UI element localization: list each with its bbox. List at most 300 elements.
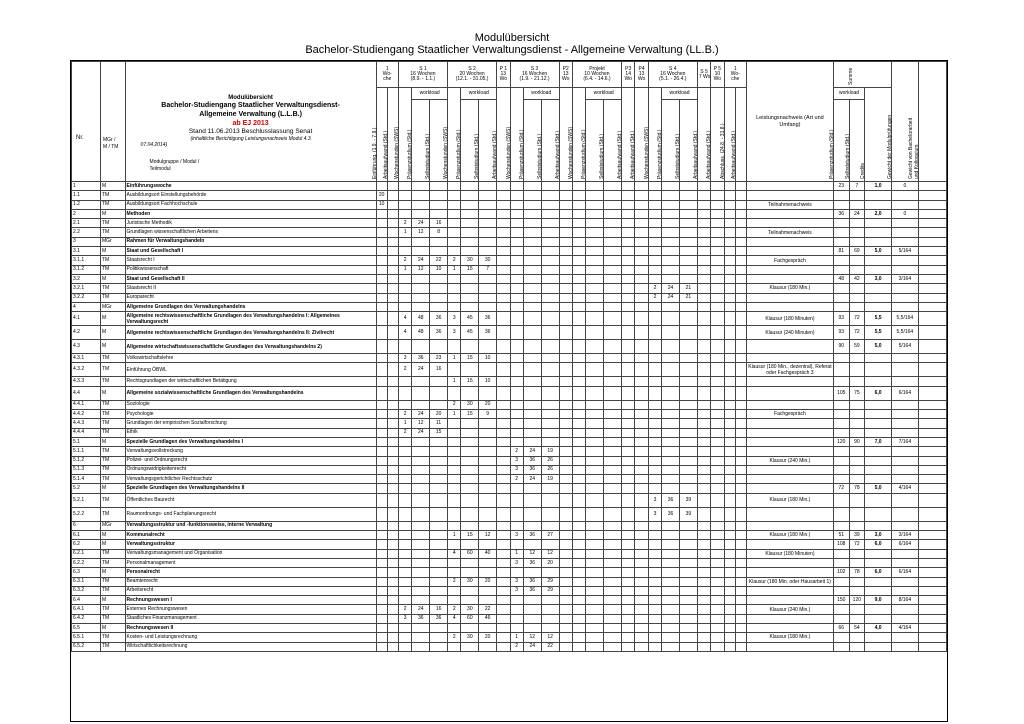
cell-nr: 4.4.2 [72,410,101,419]
cell-name: Soziologie [125,400,376,409]
cell-pjb [586,642,604,651]
cell-s2c [479,293,497,302]
cell-pjc [604,228,622,237]
cell-s2c [479,428,497,437]
cell-p4 [635,191,648,200]
table-row [72,558,947,567]
leistungsnachweis-header: Leistungsnachweis (Art und Umfang) [746,62,833,182]
cell-p1 [497,642,510,651]
cell-p2 [559,568,572,577]
cell-name: Ausbildungsort Fachhochschule [125,200,376,209]
cell-s2c [479,456,497,465]
cell-s4b: 36 [662,493,680,507]
cell-gwb [918,437,946,446]
cell-e1 [376,605,387,614]
cell-ab2 [735,493,746,507]
cell-e2 [387,633,398,642]
cell-s4a [648,209,661,218]
cell-ss [849,507,865,521]
cell-e2 [387,577,398,586]
table-row [72,191,947,200]
cell-sp [833,363,849,377]
cell-p4 [635,200,648,209]
cell-p5 [711,586,724,595]
cell-pjb [586,302,604,311]
cell-s1a: 3 [398,354,411,363]
cell-s4c [679,577,697,586]
cell-pjb [586,293,604,302]
cell-s4a [648,265,661,274]
cell-t: M [101,386,126,400]
cell-s2a [448,558,461,567]
cell-s4b [662,465,680,474]
cell-s1b [412,377,430,386]
cell-s3b [523,237,541,246]
cell-sp [833,200,849,209]
cell-s1c [430,642,448,651]
cell-s1b [412,302,430,311]
cell-p1 [497,386,510,400]
cell-pja [572,577,585,586]
cell-s2a [448,284,461,293]
cell-pja [572,219,585,228]
s2-sws-header: Wochenstunden (SWS) [448,88,461,182]
cell-s4c [679,410,697,419]
cell-s4b [662,484,680,493]
cell-ab2 [735,256,746,265]
cell-sp [833,228,849,237]
cell-p5 [711,400,724,409]
cell-s1a: 2 [398,428,411,437]
cell-s5 [697,191,710,200]
cell-t: TM [101,293,126,302]
cell-ab2 [735,447,746,456]
cell-s1b [412,493,430,507]
cell-pjb [586,377,604,386]
cell-sp [833,549,849,558]
cell-s1b [412,447,430,456]
cell-ln: Teilnahmenachweis [746,200,833,209]
cell-p3 [622,293,635,302]
cell-nr: 5.2 [72,484,101,493]
cell-cr [865,256,892,265]
cell-ab1 [724,410,735,419]
cell-s3c [541,540,559,549]
cell-gw: 4/164 [891,484,918,493]
cell-pjc [604,293,622,302]
cell-s2c [479,586,497,595]
cell-p5 [711,386,724,400]
cell-ab1 [724,558,735,567]
cell-pjc [604,274,622,283]
cell-cr: 7,0 [865,437,892,446]
table-row [72,549,947,558]
cell-e2 [387,475,398,484]
cell-e1 [376,465,387,474]
cell-p2 [559,614,572,623]
cell-s1b [412,558,430,567]
cell-s1b [412,642,430,651]
cell-p2 [559,633,572,642]
cell-s1b: 24 [412,428,430,437]
cell-s4c [679,456,697,465]
cell-sp: 90 [833,340,849,354]
cell-s4b [662,191,680,200]
cell-name: Rahmen für Verwaltungshandeln [125,237,376,246]
cell-s2b [461,219,479,228]
cell-e1 [376,596,387,605]
cell-s4c [679,265,697,274]
cell-s3a: 1 [510,549,523,558]
cell-ln [746,302,833,311]
cell-s3a [510,200,523,209]
cell-s2b: 45 [461,326,479,340]
cell-s2b: 15 [461,531,479,540]
cell-s1c [430,302,448,311]
cell-s5 [697,386,710,400]
cell-pja [572,623,585,632]
cell-s3b: 36 [523,577,541,586]
cell-pjc [604,558,622,567]
table-row [72,209,947,218]
cell-sp [833,410,849,419]
cell-s1b [412,274,430,283]
cell-s4a [648,182,661,191]
cell-sp [833,642,849,651]
cell-gwb [918,228,946,237]
cell-s1a [398,437,411,446]
cell-s1a [398,568,411,577]
cell-s4c [679,465,697,474]
cell-e1 [376,410,387,419]
cell-ab2 [735,437,746,446]
cell-s3a [510,410,523,419]
cell-s4c [679,312,697,326]
cell-pjb [586,614,604,623]
cell-ab2 [735,293,746,302]
cell-p3 [622,363,635,377]
cell-ab2 [735,475,746,484]
cell-gwb [918,596,946,605]
cell-p3 [622,419,635,428]
cell-s3b [523,605,541,614]
cell-ab2 [735,614,746,623]
cell-pja [572,354,585,363]
cell-sp [833,507,849,521]
cell-ln [746,419,833,428]
cell-ln [746,447,833,456]
cell-pjb [586,256,604,265]
cell-ss [849,400,865,409]
cell-pjc [604,586,622,595]
cell-t: TM [101,605,126,614]
cell-s1a: 2 [398,605,411,614]
cell-s1b [412,456,430,465]
cell-e1 [376,247,387,256]
cell-s2c [479,302,497,311]
cell-ab2 [735,633,746,642]
cell-s4b [662,428,680,437]
cell-s1a [398,493,411,507]
cell-ab1 [724,568,735,577]
cell-p2 [559,191,572,200]
cell-gw [891,191,918,200]
cell-e1 [376,237,387,246]
cell-p1 [497,265,510,274]
cell-p2 [559,256,572,265]
cell-pja [572,363,585,377]
cell-s3a [510,623,523,632]
cell-p2 [559,586,572,595]
cell-pjb [586,623,604,632]
cell-s1c: 16 [430,219,448,228]
cell-p3 [622,475,635,484]
cell-s1b: 24 [412,410,430,419]
cell-ab2 [735,568,746,577]
cell-ab2 [735,377,746,386]
cell-s5 [697,302,710,311]
cell-sp [833,558,849,567]
cell-s2b: 45 [461,312,479,326]
cell-sp [833,377,849,386]
cell-pja [572,247,585,256]
module-table [70,60,948,722]
cell-pjb [586,284,604,293]
cell-sp: 120 [833,437,849,446]
cell-s2c [479,274,497,283]
cell-s1b [412,191,430,200]
cell-ln [746,340,833,354]
cell-gwb [918,377,946,386]
cell-s1a [398,274,411,283]
table-row [72,419,947,428]
cell-pja [572,284,585,293]
cell-p5 [711,577,724,586]
cell-pjc [604,549,622,558]
cell-s4c [679,386,697,400]
cell-s1b [412,284,430,293]
table-row [72,633,947,642]
cell-pjb [586,274,604,283]
cell-gw [891,256,918,265]
cell-s3a [510,274,523,283]
cell-s5 [697,623,710,632]
cell-e2 [387,256,398,265]
cell-s2b [461,507,479,521]
cell-p5 [711,228,724,237]
cell-e2 [387,340,398,354]
cell-e1 [376,549,387,558]
cell-e1: 10 [376,200,387,209]
cell-s4b [662,549,680,558]
cell-e2 [387,605,398,614]
cell-s1c [430,465,448,474]
cell-pjc [604,465,622,474]
cell-s2c: 10 [479,377,497,386]
cell-sp: 93 [833,326,849,340]
cell-s3c: 22 [541,642,559,651]
cell-s2c [479,209,497,218]
cell-name: Methoden [125,209,376,218]
cell-pja [572,633,585,642]
cell-s3c [541,302,559,311]
cell-s2c [479,200,497,209]
cell-nr: 6.2.1 [72,549,101,558]
cell-ab1 [724,419,735,428]
cell-s5 [697,256,710,265]
cell-s2b [461,540,479,549]
cell-ln [746,558,833,567]
cell-gw [891,219,918,228]
cell-e2 [387,293,398,302]
cell-nr: 4.1 [72,312,101,326]
s4-workload: workload [662,88,698,100]
cell-pja [572,400,585,409]
cell-nr: 6.3.2 [72,586,101,595]
cell-ab1 [724,521,735,530]
cell-gw [891,293,918,302]
cell-e2 [387,377,398,386]
cell-s5 [697,507,710,521]
cell-ss: 24 [849,209,865,218]
cell-s1c [430,293,448,302]
cell-ln: Teilnahmenachweis [746,228,833,237]
cell-s5 [697,484,710,493]
cell-p3 [622,633,635,642]
cell-pjb [586,531,604,540]
cell-ab1 [724,386,735,400]
cell-p5 [711,237,724,246]
cell-gwb [918,274,946,283]
cell-gwb [918,614,946,623]
cell-p5 [711,437,724,446]
cell-s3a: 3 [510,577,523,586]
cell-s4b [662,419,680,428]
cell-s3a [510,568,523,577]
cell-s2b [461,340,479,354]
cell-gwb [918,540,946,549]
cell-e2 [387,549,398,558]
cell-s1b: 24 [412,605,430,614]
cell-pja [572,428,585,437]
cell-s3c [541,614,559,623]
cell-gwb [918,577,946,586]
cell-s3b: 36 [523,586,541,595]
cell-s4b [662,577,680,586]
cell-s3a [510,354,523,363]
cell-s1a: 2 [398,363,411,377]
cell-gwb [918,191,946,200]
cell-pjc [604,219,622,228]
phase-einf: 1 Wo- che [376,62,398,88]
cell-s1c [430,484,448,493]
cell-e1 [376,577,387,586]
cell-p3 [622,493,635,507]
cell-nr: 4.4.1 [72,400,101,409]
cell-pjc [604,447,622,456]
cell-pja [572,605,585,614]
cell-nr: 6.5.2 [72,642,101,651]
cell-s2c: 12 [479,531,497,540]
cell-s4a [648,386,661,400]
cell-pjb [586,419,604,428]
cell-p3 [622,247,635,256]
cell-ss: 78 [849,568,865,577]
cell-s5 [697,228,710,237]
cell-s2b [461,484,479,493]
s3-sws-header: Wochenstunden (SWS) [510,88,523,182]
cell-nr: 5.1.2 [72,456,101,465]
cell-gwb [918,447,946,456]
cell-p5 [711,507,724,521]
cell-sp [833,354,849,363]
cell-pja [572,200,585,209]
cell-s4c [679,340,697,354]
cell-p4 [635,493,648,507]
cell-ab2 [735,540,746,549]
cell-ab2 [735,521,746,530]
cell-pjc [604,577,622,586]
cell-e1 [376,274,387,283]
cell-cr: 5,5 [865,326,892,340]
cell-t: TM [101,577,126,586]
cell-s1c [430,507,448,521]
cell-s1a [398,377,411,386]
cell-p2 [559,596,572,605]
s3-workload: workload [523,88,559,100]
cell-e1 [376,623,387,632]
cell-t: TM [101,228,126,237]
cell-s2b [461,493,479,507]
cell-p5 [711,605,724,614]
cell-e1 [376,386,387,400]
cell-gw [891,237,918,246]
cell-s2b [461,568,479,577]
cell-s3a [510,312,523,326]
cell-s1c [430,284,448,293]
cell-s5 [697,465,710,474]
cell-gwb [918,340,946,354]
cell-nr: 3.2.1 [72,284,101,293]
cell-ab2 [735,219,746,228]
cell-s1b: 12 [412,419,430,428]
cell-gw: 3/164 [891,531,918,540]
cell-s1a [398,340,411,354]
cell-s2b [461,237,479,246]
cell-p2 [559,540,572,549]
cell-p3 [622,558,635,567]
cell-sp [833,265,849,274]
cell-s5 [697,219,710,228]
cell-s3b [523,256,541,265]
cell-nr: 6.4.1 [72,605,101,614]
cell-s1b [412,540,430,549]
cell-s3c [541,182,559,191]
cell-p1 [497,614,510,623]
cell-ab1 [724,400,735,409]
cell-p4 [635,475,648,484]
cell-gw [891,200,918,209]
cell-gwb [918,465,946,474]
cell-s2b [461,302,479,311]
cell-p2 [559,182,572,191]
cell-s5 [697,549,710,558]
cell-t: M [101,540,126,549]
cell-p5 [711,191,724,200]
cell-s1c [430,447,448,456]
cell-nr: 5.1.3 [72,465,101,474]
cell-gw [891,410,918,419]
